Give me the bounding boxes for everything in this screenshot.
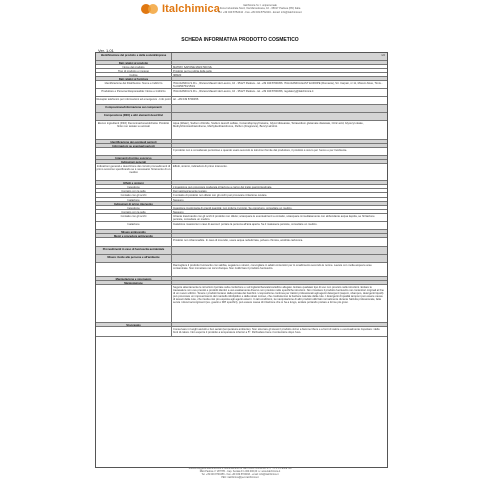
footer-line: Società soggetta alla direzione e coordinamento di ISE ITALIA HOLDING S.r.l. - C.F. e Partita IVA <box>188 467 292 470</box>
table-row <box>96 148 387 156</box>
row-label: Manipolazione <box>96 281 172 284</box>
table-row <box>96 327 387 337</box>
row-value: ITALCHIMICA S.R.L., Riviera Maestri del Lavoro, 10 - 35127 Padova - tel. +39 049 8700456. ITALCHIMICA EAST EUROPE (Romania), Str. Carpati, nr 11, Moreni-Nove, Timis - Tel.0256753/153/1 <box>173 81 383 88</box>
footer-line: Tel. +39 049 8700456 - Fax +39 049 8700493 - email: info@italchimica.it <box>201 473 279 477</box>
row-label: Indicazioni generali <box>96 160 172 163</box>
row-label: Inalazione <box>96 198 172 201</box>
row-value: Seguire attentamente le istruzioni riportate sulla confezione e sul foglietto/bancale/cartellino allegato. Evitare qualsiasi tipo di uso non previsto nelle istruzioni. Evitare le travasature non ove previsti e prodotti identici a uso esattamente diverso non previsto nelle specifiche istruzioni. Non rimettere il prodotto fuoriuscito nei contenitori originali al fine di un nuovo utilizzo. Tenere i prodotti lontano dalla portata dei bambini. L'esposizione continua per trattori professionali agli agenti detergenti (saponi, shampoo, detergenti liquidi) può provocare un impoverimento del mantello idrolipidico e della strato corneo, che costituiscono la barriera naturale della cute. I detergenti di qualità tamponi può essere causa di tessuti della cute, che risulta così più esposta agli agenti esterni. In tali condizioni, la manipolazione di altri prodotti utilizzati normalmente durante l'attività professionale, fatte senza i dovuti accorgimenti (es. guanti e DPI specifici), può essere causa di irritazione che si ha a lungo, andare portando portare a forme più gravi. <box>173 285 384 305</box>
address-line: Tel. +39 049 8752444 - Fax +39 049 8752434 - Email: info@italchimica.it <box>218 10 302 14</box>
row-value: Prodotto non infiammabile. In caso di incendio, usare acqua nebulizzata, polvere chimica, anidride carbonica. <box>173 238 303 242</box>
row-label: Informazioni su eventuali pericoli <box>96 144 172 147</box>
row-label: Manipolazione e stoccaggio <box>96 277 172 280</box>
row-value: I98020 <box>173 73 182 77</box>
row-label: Tipo di prodotto e impiego <box>96 69 172 72</box>
row-label: Elenco ingredienti (INCI) Denominazione/etichetta: Prodotto finito non testato su animali <box>96 121 172 139</box>
table-row <box>96 89 387 97</box>
address-line: Italchimica S.r.l. unipersonale <box>243 4 277 7</box>
version-label: Ver. 1.01 <box>98 48 114 53</box>
footer <box>140 467 340 479</box>
row-label: Interventi di primo soccorso <box>96 156 172 159</box>
row-label: Indicazioni generali e descrizione dei corretti provvedimenti di primo soccorso specificando se è necessario l'intervento di un medico <box>96 164 172 180</box>
row-value: Il prodotto non è considerato pericoloso e quando usato secondo le istruzioni fornite dal produttore, il prodotto è sicuro per l'uomo e per l'ambiente. <box>173 148 348 152</box>
row-label: Composizione/informazione sui componenti <box>96 105 172 112</box>
row-label <box>96 238 172 246</box>
row-label: Identificazione dei eventuali pericoli <box>96 140 172 143</box>
table-row <box>96 81 387 89</box>
row-label: Misure rivolte alle persone e all'ambiente <box>96 255 172 262</box>
row-label: Mezzi e procedure antincendio <box>96 234 172 237</box>
row-label: Composizione (INCI) e altri elementi descrittivi <box>96 113 172 120</box>
row-value: Effetti, sintomi, indicazioni di primo intervento. <box>173 164 228 168</box>
row-label <box>96 327 172 336</box>
row-value: MATRIX SAPONE MANI 500 ML <box>173 65 213 69</box>
row-label: Dati relativi al fornitore <box>96 77 172 80</box>
row-label: Effetti e sintomi <box>96 181 172 184</box>
row-label: Identificazione del Distributore: Nome e Indirizzo <box>96 81 172 88</box>
row-value: Il contatto di prodotto non diluito con gli occhi può provocare irritazione oculare. <box>173 193 268 197</box>
row-value: Nessuno <box>173 210 184 214</box>
row-label: Indicazioni di primo intervento <box>96 202 172 205</box>
row-value: Inalazione massiccia in caso di aerosol: portare la persona all'aria aperta. Se il malessere persiste, consultare un medico. <box>173 222 318 226</box>
document-title: SCHEDA INFORMATIVA PRODOTTO COSMETICO <box>181 37 299 43</box>
row-label <box>96 263 172 276</box>
table-row <box>96 263 387 277</box>
row-value: Irritante trascinando con gli occhi il prodotto non diluito; sciacquare le eventuali lenti a contatto, sciacquare immediatamente con abbondante acqua tiepida, se l'irritazione persiste, consultare un medico. <box>173 214 375 221</box>
row-label: Ingestione <box>96 185 172 188</box>
row-label: Contatto con la pelle <box>96 189 172 192</box>
table-row <box>96 222 387 230</box>
row-value: tel. +39 049 8700456 <box>173 97 199 101</box>
header-address <box>190 4 330 14</box>
row-value: Aqua (Water), Sodium chloride, Sodium laureth sulfate, Cocamidopropyl betaine, Glycol distearate, Tetrasodium glutamate diacetate, Citric acid, Glyceryl oleate, Methylchloroisothiazolinone, Methylisothiazolinone, Parfum (Fragrance), Benzyl alcohol. <box>173 121 364 128</box>
row-label: Contatto con gli occhi <box>96 214 172 221</box>
row-label: Ingestione <box>96 206 172 209</box>
row-label: Stoccaggio <box>96 323 172 326</box>
row-label: Identificazione del prodotto e della società/impresa <box>96 53 172 60</box>
row-label: Produttore e Persona Responsabile: Nome e Indirizzo <box>96 89 172 96</box>
table-row <box>96 97 387 105</box>
row-label: Contatto con la pelle <box>96 210 172 213</box>
page-number: 1/2 <box>381 54 385 57</box>
row-label: Dati relativi al prodotto <box>96 61 172 64</box>
row-label <box>96 285 172 322</box>
section-header-row <box>96 113 387 121</box>
section-header-row <box>96 105 387 113</box>
row-label <box>96 148 172 155</box>
footer-line: REA Padova n° 287785 - Cap. Sociale € 1.000.000,00 i.v. www.italchimica.it <box>199 470 281 474</box>
section-header-row <box>96 255 387 263</box>
brand-name: Italchimica <box>162 3 220 15</box>
info-table <box>95 52 388 468</box>
table-row <box>96 164 387 181</box>
row-label: Misure antincendio <box>96 230 172 233</box>
table-row <box>96 121 387 140</box>
row-label: Inalazione <box>96 222 172 229</box>
row-value: Raccogliere il prodotto fuoriuscito con sabbia, segatura o stracci, convogliare in adatti contenitori per lo smaltimento secondo le norme. Lavare con molta acqua le aree contaminate. Non immettere nei corsi d'acqua. Non riutilizzare il prodotto fuoriuscito. <box>173 263 372 270</box>
row-label: Recapito telefonico per informazioni ed emergenze - Info point <box>96 97 172 104</box>
table-row <box>96 214 387 222</box>
row-value: Nessuno <box>173 198 184 202</box>
row-label: Codice <box>96 73 172 76</box>
section-header-row <box>96 53 387 61</box>
footer-line: PEC: italchimica@pec.italchimica.it <box>221 476 259 480</box>
row-value: ITALCHIMICA S.R.L., Riviera Maestri del Lavoro, 10 - 35127 Padova - tel. +39 049 8700456, regulatory@italchimica.it <box>173 89 314 93</box>
section-header-row <box>96 247 387 255</box>
italchimica-logo-icon <box>141 2 159 16</box>
row-value: Ingestione involontaria di grandi quantità: non indurre il vomito. Se opportuno, consultare un medico. <box>173 206 293 210</box>
row-value: Prodotto per la pulizia della pelle <box>173 69 212 73</box>
row-label: Contatto con gli occhi <box>96 193 172 197</box>
row-value: L'ingestione può provocare moderata irritazione a carico del tratto gastrointestinale. <box>173 185 273 189</box>
row-value: Conservare in luoghi asciutti e ben aerati (temperatura ambiente). Non stoccare gli stessi il prodotto vicino a fiamme libere e a fonti di calore o eventualmente rispettare i delle fonti di calore. Non esporre il prodotto a temperature inferiori a 5°. Richiudere bene il contenitore dopo l'uso. <box>173 327 380 334</box>
row-label: Provvedimenti in caso di fuoriuscita accidentale <box>96 247 172 254</box>
table-row <box>96 285 387 323</box>
row-label: Nome del prodotto <box>96 65 172 68</box>
row-value: Dermatologicamente testato. <box>173 189 208 193</box>
address-line: Zona Industriale Nord, Via Marosticana, 10 - 35017 Padova (PD) Italia <box>219 7 301 11</box>
table-row <box>96 238 387 247</box>
